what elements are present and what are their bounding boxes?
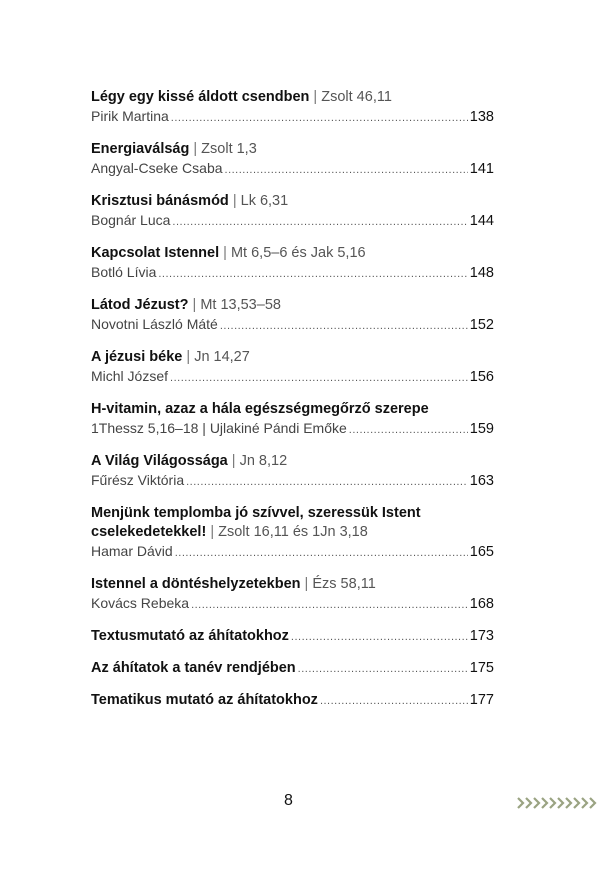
toc-section (91, 627, 494, 647)
dot-leader (172, 213, 467, 232)
entry-page: 163 (469, 473, 494, 489)
entry-page: 159 (469, 421, 494, 437)
dot-leader (171, 109, 468, 128)
toc-entry (91, 244, 494, 284)
entry-title: Menjünk templomba jó szívvel, szeressük Istent (91, 505, 421, 521)
entry-title: H-vitamin, azaz a hála egészségmegőrző szerepe (91, 401, 429, 417)
entry-title: A Világ Világossága (91, 453, 228, 469)
entry-author: Bognár Luca (91, 212, 171, 228)
entry-title-continued: cselekedetekkel! (91, 524, 207, 540)
entry-reference: Ézs 58,11 (312, 576, 376, 592)
entry-reference: Mt 6,5–6 és Jak 5,16 (230, 245, 366, 261)
separator: | (232, 193, 237, 209)
dot-leader (298, 660, 468, 679)
entry-reference: Zsolt 16,11 és 1Jn 3,18 (218, 524, 368, 540)
section-title: Tematikus mutató az áhítatokhoz (91, 692, 318, 708)
separator: | (223, 245, 227, 261)
entry-reference: Jn 14,27 (194, 349, 250, 365)
dot-leader (291, 628, 468, 647)
dot-leader (186, 473, 468, 492)
entry-title: Istennel a döntéshelyzetekben (91, 576, 301, 592)
toc-entry (91, 348, 494, 388)
entry-reference: Jn 8,12 (239, 453, 288, 469)
separator: | (193, 141, 198, 157)
separator: | (313, 89, 318, 105)
toc-section (91, 659, 494, 679)
entry-author: Kovács Rebeka (91, 595, 190, 611)
toc-entry (91, 452, 494, 492)
toc-entry (91, 140, 494, 180)
dot-leader (170, 369, 468, 388)
toc-section (91, 691, 494, 711)
toc-entry (91, 296, 494, 336)
entry-reference: Mt 13,53–58 (200, 297, 281, 313)
entry-page: 138 (469, 109, 494, 125)
section-title: Textusmutató az áhítatokhoz (91, 628, 289, 644)
entry-author: Pirik Martina (91, 108, 169, 124)
dot-leader (175, 544, 468, 563)
entry-reference: Zsolt 46,11 (321, 89, 392, 105)
entry-page: 168 (469, 596, 494, 612)
entry-page: 156 (469, 369, 494, 385)
separator: | (210, 524, 215, 540)
section-page: 173 (469, 628, 494, 644)
separator: | (231, 453, 236, 469)
section-page: 177 (469, 692, 494, 708)
entry-author: Fűrész Viktória (91, 472, 185, 488)
entry-page: 144 (469, 213, 494, 229)
entry-title: Kapcsolat Istennel (91, 245, 220, 261)
separator: | (192, 297, 197, 313)
entry-page: 152 (469, 317, 494, 333)
dot-leader (349, 421, 468, 440)
table-of-contents (91, 88, 494, 723)
dot-leader (320, 692, 468, 711)
entry-title: Energiaválság (91, 141, 190, 157)
toc-entry (91, 504, 494, 563)
entry-author: 1Thessz 5,16–18 | Ujlakiné Pándi Emőke (91, 420, 347, 436)
chevron-ornament-icon (517, 796, 597, 810)
entry-page: 141 (469, 161, 494, 177)
entry-page: 148 (469, 265, 494, 281)
page-number: 8 (284, 792, 293, 809)
entry-reference: Zsolt 1,3 (201, 141, 257, 157)
entry-title: A jézusi béke (91, 349, 183, 365)
toc-entry (91, 88, 494, 128)
entry-title: Látod Jézust? (91, 297, 189, 313)
dot-leader (191, 596, 468, 615)
separator: | (186, 349, 191, 365)
toc-entry (91, 575, 494, 615)
dot-leader (225, 161, 468, 180)
entry-title: Krisztusi bánásmód (91, 193, 229, 209)
entry-author: Novotni László Máté (91, 316, 218, 332)
section-page: 175 (469, 660, 494, 676)
section-title: Az áhítatok a tanév rendjében (91, 660, 296, 676)
entry-reference: Lk 6,31 (240, 193, 289, 209)
separator: | (304, 576, 309, 592)
entry-author: Botló Lívia (91, 264, 157, 280)
toc-entry (91, 192, 494, 232)
entry-author: Hamar Dávid (91, 543, 173, 559)
entry-page: 165 (469, 544, 494, 560)
toc-entry (91, 400, 494, 440)
dot-leader (220, 317, 468, 336)
entry-author: Angyal-Cseke Csaba (91, 160, 223, 176)
entry-author: Michl József (91, 368, 169, 384)
dot-leader (158, 265, 467, 284)
entry-title: Légy egy kissé áldott csendben (91, 89, 310, 105)
